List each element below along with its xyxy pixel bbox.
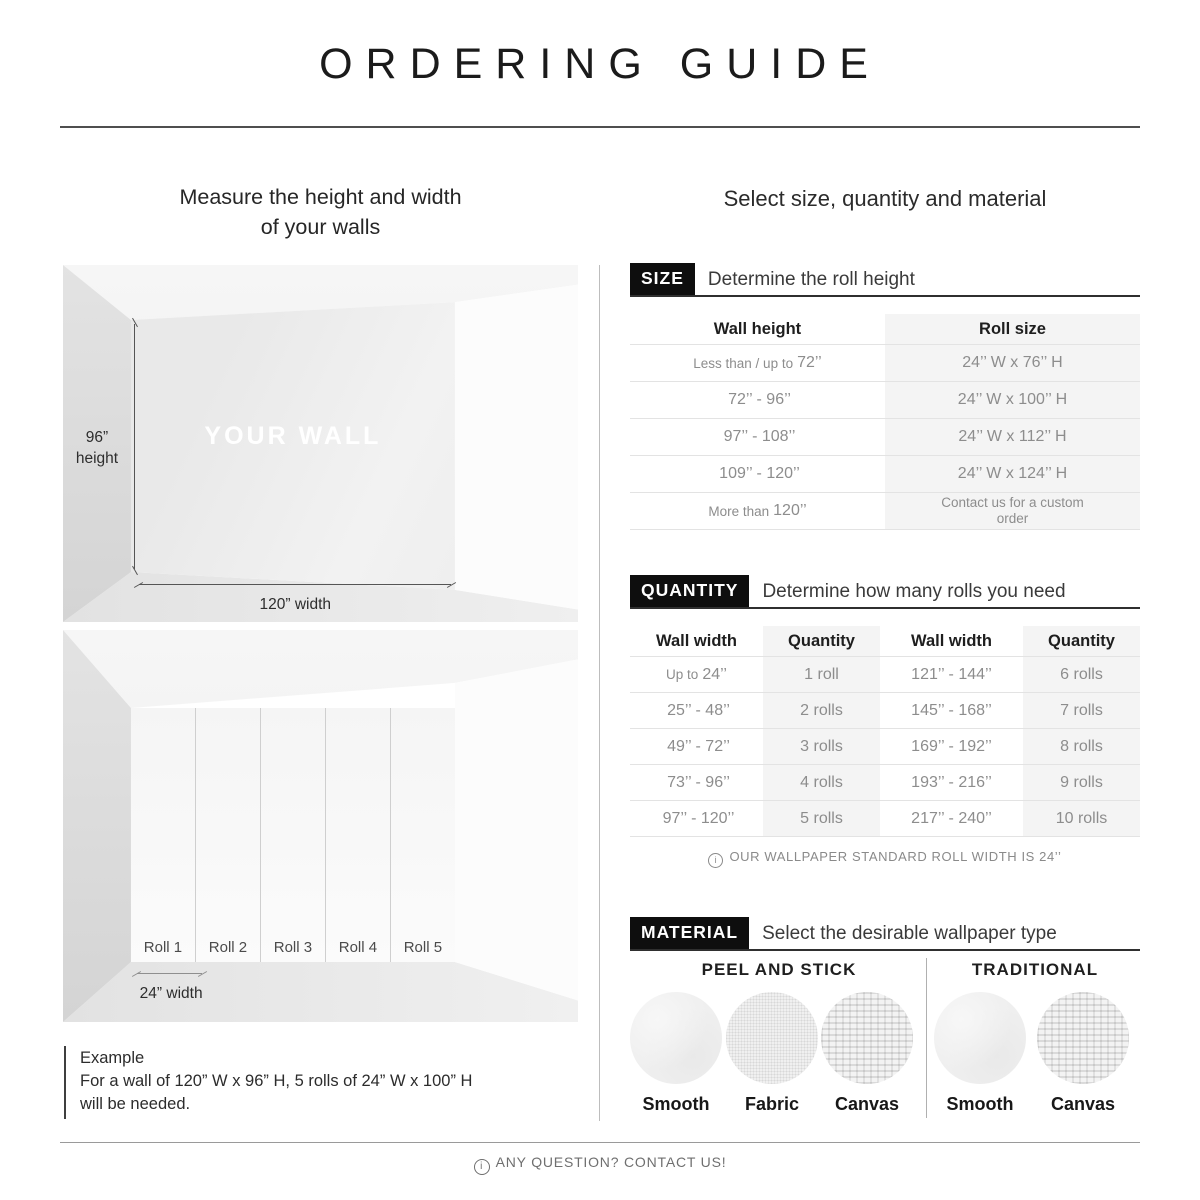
quantity-col-header: Quantity: [763, 626, 880, 656]
fabric-swatch: [726, 992, 818, 1084]
left-heading-line1: Measure the height and width: [179, 185, 462, 209]
wall-width-cell: 49’’ - 72’’: [667, 737, 730, 755]
size-subtitle: Determine the roll height: [707, 269, 915, 290]
quantity-row: [630, 656, 1140, 692]
wall-width-cell: 73’’ - 96’’: [667, 773, 730, 791]
quantity-cell: 9 rolls: [1023, 765, 1140, 800]
quantity-table: [630, 626, 1140, 837]
wall-width-cell: 97’’ - 120’’: [662, 809, 735, 827]
size-row: [630, 344, 1140, 381]
size-section-header: [630, 263, 1140, 297]
roll-size-cell: 24’’ W x 112’’ H: [885, 419, 1140, 455]
example-line2: will be needed.: [80, 1095, 191, 1113]
wall-measure-diagram: [63, 265, 578, 622]
quantity-col-header: Wall width: [656, 631, 737, 650]
size-row: [630, 381, 1140, 418]
swatch-label-canvas: Canvas: [1050, 1094, 1116, 1114]
note-text: OUR WALLPAPER STANDARD ROLL WIDTH IS 24’’: [729, 849, 1062, 864]
wall-width-cell: 193’’ - 216’’: [911, 773, 992, 791]
info-icon: i: [474, 1159, 490, 1175]
size-badge: SIZE: [630, 263, 695, 295]
quantity-col-header: Wall width: [911, 631, 992, 650]
canvas-swatch: [821, 992, 913, 1084]
quantity-cell: 5 rolls: [763, 801, 880, 836]
quantity-badge: QUANTITY: [630, 575, 749, 607]
material-badge: MATERIAL: [630, 917, 749, 949]
wall-height-cell: 109’’ - 120’’: [719, 465, 800, 482]
roll-label: Roll 3: [273, 939, 313, 957]
roll-size-cell: 24’’ W x 100’’ H: [885, 382, 1140, 418]
quantity-subtitle: Determine how many rolls you need: [762, 581, 1066, 602]
height-value: 96”: [85, 429, 109, 447]
peel-and-stick-label: PEEL AND STICK: [701, 960, 857, 979]
example-block: [64, 1046, 600, 1119]
size-row: [630, 455, 1140, 492]
roll-layout-diagram: [63, 630, 578, 1022]
quantity-table-header: [630, 626, 1140, 656]
roll-label: Roll 2: [208, 939, 248, 957]
quantity-cell: 1 roll: [763, 657, 880, 692]
roll-label: Roll 5: [403, 939, 443, 957]
title-divider: [60, 126, 1140, 128]
wall-width-cell: 217’’ - 240’’: [911, 809, 992, 827]
size-col-roll-size: Roll size: [885, 314, 1140, 344]
canvas-swatch: [1037, 992, 1129, 1084]
your-wall-label: YOUR WALL: [204, 422, 382, 451]
quantity-cell: 8 rolls: [1023, 729, 1140, 764]
wall-width-cell: 169’’ - 192’’: [911, 737, 992, 755]
quantity-cell: 2 rolls: [763, 693, 880, 728]
left-heading-line2: of your walls: [260, 215, 381, 239]
column-divider: [599, 265, 600, 1121]
swatch-label-canvas: Canvas: [834, 1094, 900, 1114]
roll-size-cell: 24’’ W x 124’’ H: [885, 456, 1140, 492]
width-dimension-label: 120” width: [259, 595, 332, 613]
size-row: [630, 492, 1140, 530]
roll-size-cell: Contact us for a custom order: [885, 493, 1140, 529]
roll-panel: [196, 708, 260, 962]
right-column-heading: Select size, quantity and material: [723, 186, 1047, 211]
left-column-heading: [63, 182, 578, 242]
footer-contact-text: ANY QUESTION? CONTACT US!: [495, 1154, 727, 1170]
roll-panel: [261, 708, 325, 962]
quantity-cell: 3 rolls: [763, 729, 880, 764]
roll-label: Roll 1: [143, 939, 183, 957]
smooth-swatch: [630, 992, 722, 1084]
wall-width-cell: 121’’ - 144’’: [911, 665, 992, 683]
wall-width-cell: 145’’ - 168’’: [911, 701, 992, 719]
example-line1: For a wall of 120” W x 96” H, 5 rolls of 24” W x 100” H: [80, 1072, 473, 1090]
swatch-label-fabric: Fabric: [744, 1094, 800, 1114]
size-row: [630, 418, 1140, 455]
footer-divider: [60, 1142, 1140, 1143]
width-dimension-line: [139, 584, 451, 585]
size-table: [630, 314, 1140, 530]
material-subtitle: Select the desirable wallpaper type: [762, 923, 1057, 944]
quantity-col-header: Quantity: [1023, 626, 1140, 656]
height-dimension-line: [134, 324, 135, 569]
smooth-swatch: [934, 992, 1026, 1084]
roll-label: Roll 4: [338, 939, 378, 957]
wall-height-cell: 72’’ - 96’’: [728, 391, 791, 408]
quantity-cell: 7 rolls: [1023, 693, 1140, 728]
quantity-cell: 4 rolls: [763, 765, 880, 800]
roll-panel: [131, 708, 195, 962]
wall-width-cell: Up to 24’’: [666, 665, 727, 683]
quantity-row: [630, 692, 1140, 728]
roll-width-label: 24” width: [139, 985, 203, 1003]
wall-width-cell: 25’’ - 48’’: [667, 701, 730, 719]
traditional-label: TRADITIONAL: [971, 960, 1099, 979]
footer-contact: [0, 1154, 1200, 1175]
quantity-row: [630, 728, 1140, 764]
roll-width-note: [630, 849, 1140, 868]
roll-panel: [391, 708, 455, 962]
quantity-cell: 6 rolls: [1023, 657, 1140, 692]
height-word: height: [75, 450, 119, 468]
material-section-header: [630, 917, 1140, 951]
roll-width-dimension-line: [137, 973, 202, 974]
info-icon: i: [708, 853, 723, 868]
roll-panel: [326, 708, 390, 962]
size-table-header: [630, 314, 1140, 344]
wall-height-cell: 97’’ - 108’’: [723, 428, 796, 445]
wall-height-cell: More than 120’’: [708, 502, 807, 519]
swatch-label-smooth: Smooth: [642, 1094, 710, 1114]
quantity-row: [630, 764, 1140, 800]
example-heading: Example: [80, 1049, 145, 1067]
height-dimension-label: [63, 427, 131, 469]
swatch-label-smooth: Smooth: [946, 1094, 1014, 1114]
quantity-row: [630, 800, 1140, 837]
roll-panels: [131, 708, 455, 962]
quantity-cell: 10 rolls: [1023, 801, 1140, 836]
size-col-wall-height: Wall height: [713, 319, 802, 338]
wall-height-cell: Less than / up to 72’’: [693, 354, 822, 371]
quantity-section-header: [630, 575, 1140, 609]
roll-size-cell: 24’’ W x 76’’ H: [885, 345, 1140, 381]
page-title: ORDERING GUIDE: [319, 40, 881, 88]
